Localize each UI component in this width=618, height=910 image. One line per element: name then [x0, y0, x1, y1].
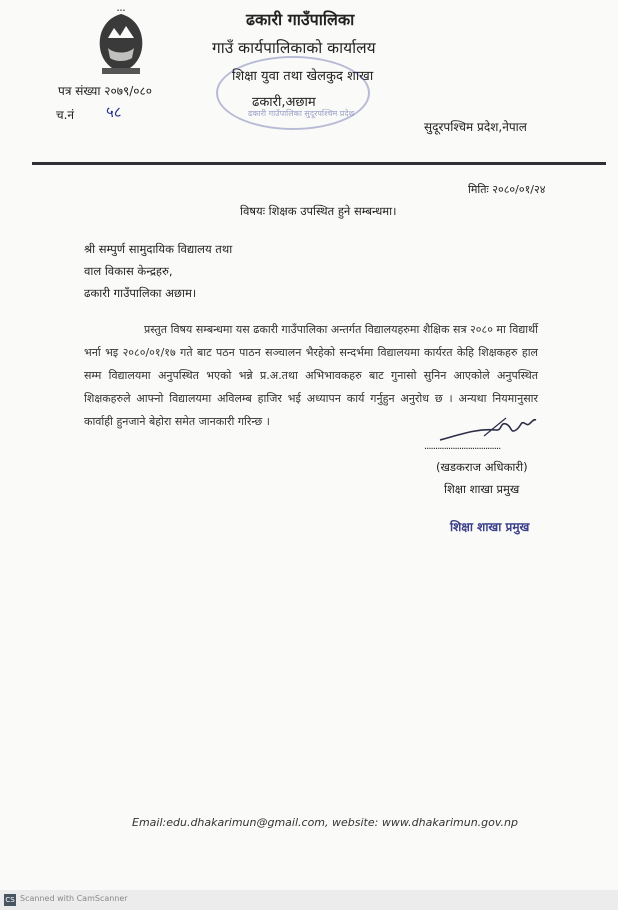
province-name: सुदूरपश्चिम प्रदेश,नेपाल: [424, 120, 527, 134]
signatory-title: शिक्षा शाखा प्रमुख: [444, 482, 520, 496]
seal-text: ढकारी गाउँपालिका सुदूरपश्चिम प्रदेश: [248, 109, 355, 118]
letter-subject: विषयः शिक्षक उपस्थित हुने सम्बन्धमा।: [240, 204, 397, 218]
chalani-label: च.नं: [56, 108, 75, 122]
location-name: ढकारी,अछाम: [252, 95, 316, 110]
recipient-line: ढकारी गाउँपालिका अछाम।: [84, 286, 197, 300]
nepal-emblem-icon: [86, 8, 156, 82]
recipient-line: श्री सम्पुर्ण सामुदायिक विद्यालय तथा: [84, 242, 233, 256]
section-name: शिक्षा युवा तथा खेलकुद शाखा: [232, 69, 374, 84]
recipient-block: [84, 238, 232, 304]
body-paragraph: प्रस्तुत विषय सम्बन्धमा यस ढकारी गाउँपालिका अन्तर्गत विद्यालयहरुमा शैक्षिक सत्र २०८० मा विद्यार्थी भर्ना भइ २०८०/०१/१७ गते बाट पठन पाठन सञ्चालन भैरहेको सन्दर्भमा विद्यालयमा कार्यरत केहि शिक्षकहरु हाल सम्म विद्यालयमा अनुपस्थित भएको भन्ने प्र.अ.तथा अभिभावकहरु बाट गुनासो सुनिन आएकोले अनुपस्थित शिक्षकहरुले आफ्नो विद्यालयमा अविलम्ब हाजिर भई अध्यापन कार्य गर्नुहुन अनुरोध छ । अन्यथा नियमानुसार कार्वाही हुनजाने बेहोरा समेत जानकारी गरिन्छ ।: [84, 323, 538, 428]
patra-sankhya: पत्र संख्या २०७९/०८०: [58, 84, 152, 98]
camscanner-label: Scanned with CamScanner: [20, 894, 128, 903]
office-subtitle: गाउँ कार्यपालिकाको कार्यालय: [212, 39, 376, 57]
chalani-number: ५८: [106, 103, 122, 121]
designation-stamp: शिक्षा शाखा प्रमुख: [450, 520, 530, 534]
signature-dots: ...................................: [424, 441, 501, 452]
camscanner-logo-icon: CS: [5, 896, 15, 904]
svg-text:•••: •••: [116, 8, 126, 14]
recipient-line: वाल विकास केन्द्रहरु,: [84, 264, 173, 278]
signatory-name: (खडकराज अधिकारी): [436, 460, 528, 474]
footer-contact: Email:edu.dhakarimun@gmail.com, website: www.dhakarimun.gov.np: [132, 816, 518, 829]
letter-date: मितिः २०८०/०१/२४: [468, 183, 546, 196]
office-name: ढकारी गाउँपालिका: [246, 10, 355, 29]
header-divider: [32, 162, 606, 165]
